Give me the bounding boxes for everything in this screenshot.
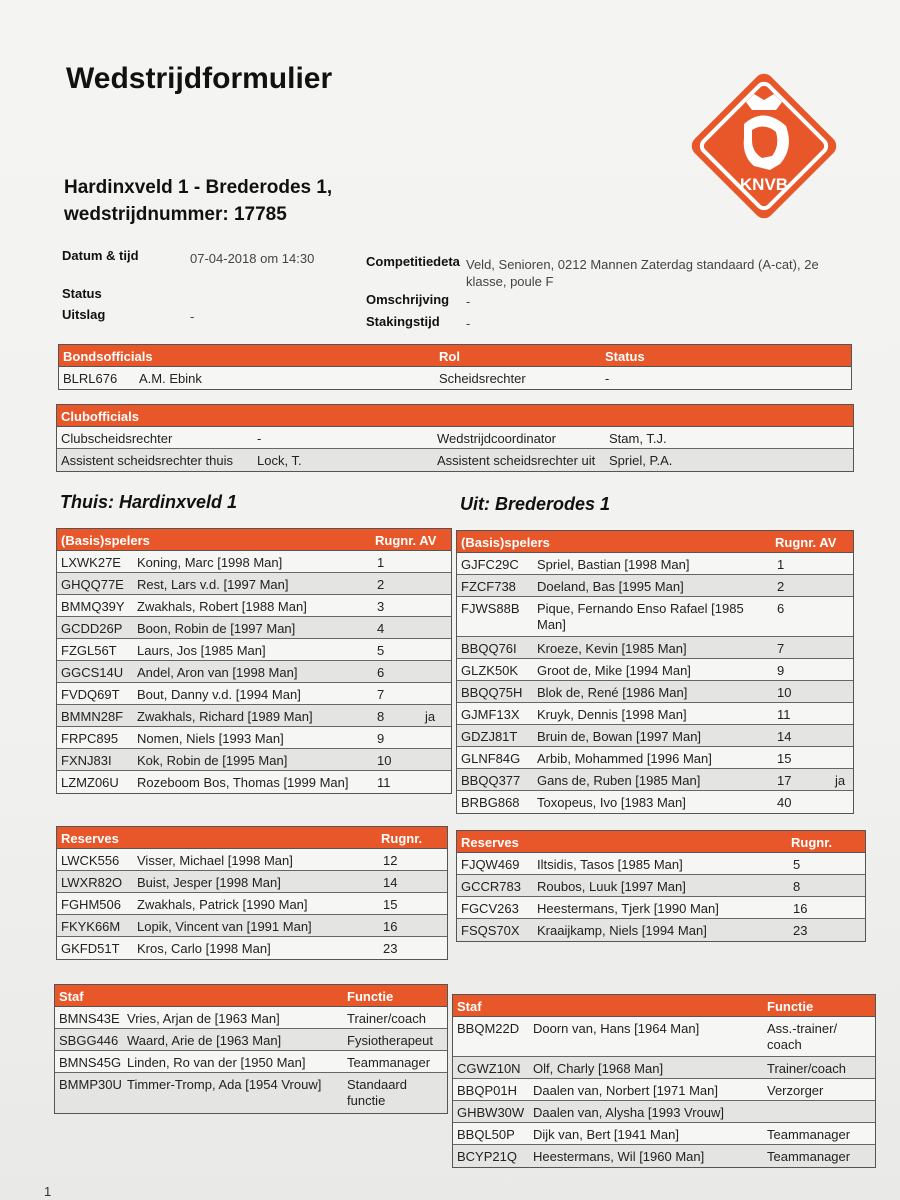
table-row [457, 703, 853, 725]
staff-code: BBQL50P [457, 1127, 515, 1142]
staff-code: BMMP30U [59, 1077, 122, 1092]
player-number: 10 [377, 753, 392, 768]
player-code: GJMF13X [461, 707, 520, 722]
bondsofficials-table [58, 344, 852, 390]
player-code: LZMZ06U [61, 775, 119, 790]
table-row [57, 595, 451, 617]
player-name: Gans de, Ruben [1985 Man] [537, 773, 701, 788]
omschrijving-label: Omschrijving [366, 292, 450, 307]
player-code: FJWS88B [461, 601, 520, 616]
player-name: Zwakhals, Robert [1988 Man] [137, 599, 307, 614]
staff-function: Teammanager [347, 1055, 431, 1070]
player-name: Spriel, Bastian [1998 Man] [537, 557, 690, 572]
table-row [453, 1145, 875, 1167]
player-name: Groot de, Mike [1994 Man] [537, 663, 691, 678]
staff-code: SBGG446 [59, 1033, 119, 1048]
table-row [453, 1017, 875, 1057]
player-name: Rozeboom Bos, Thomas [1999 Man] [137, 775, 349, 790]
player-name: Boon, Robin de [1997 Man] [137, 621, 296, 636]
reserve-code: LWXR82O [61, 875, 123, 890]
player-code: GLNF84G [461, 751, 521, 766]
player-name: Laurs, Jos [1985 Man] [137, 643, 266, 658]
player-number: 6 [377, 665, 385, 680]
home-reserves-table [56, 826, 448, 960]
table-row [55, 1029, 447, 1051]
player-number: 7 [777, 641, 785, 656]
player-number: 9 [777, 663, 785, 678]
table-row [55, 1051, 447, 1073]
player-name: Kruyk, Dennis [1998 Man] [537, 707, 687, 722]
table-row [457, 681, 853, 703]
staff-function: Teammanager [767, 1149, 851, 1164]
player-number: 14 [777, 729, 792, 744]
table-row [57, 893, 447, 915]
player-code: BBQQ377 [461, 773, 521, 788]
table-row [57, 871, 447, 893]
away-players-table [456, 530, 854, 814]
table-row [457, 919, 865, 941]
table-row [457, 725, 853, 747]
staff-name: Vries, Arjan de [1963 Man] [127, 1011, 280, 1026]
player-name: Pique, Fernando Enso Rafael [1985 [537, 601, 744, 616]
player-av: ja [425, 709, 436, 724]
player-code: BMMQ39Y [61, 599, 125, 614]
player-number: 4 [377, 621, 385, 636]
player-name: Andel, Aron van [1998 Man] [137, 665, 298, 680]
away-players-header: (Basis)spelers Rugnr. AV [457, 531, 853, 553]
player-code: GDZJ81T [461, 729, 518, 744]
reserve-number: 8 [793, 879, 801, 894]
player-name: Rest, Lars v.d. [1997 Man] [137, 577, 289, 592]
table-row [457, 875, 865, 897]
match-title: Hardinxveld 1 - Brederodes 1, wedstrijdnummer: 17785 [64, 177, 333, 225]
player-number: 1 [777, 557, 785, 572]
table-row [453, 1057, 875, 1079]
player-code: GJFC29C [461, 557, 519, 572]
staff-function: Standaard [347, 1077, 407, 1092]
reserve-number: 23 [383, 941, 398, 956]
player-name: Bout, Danny v.d. [1994 Man] [137, 687, 301, 702]
player-name: Kok, Robin de [1995 Man] [137, 753, 288, 768]
staff-function: Teammanager [767, 1127, 851, 1142]
uitslag-label: Uitslag [62, 307, 106, 322]
staff-function-cont: functie [347, 1093, 386, 1108]
reserve-number: 12 [383, 853, 398, 868]
staff-name: Daalen van, Norbert [1971 Man] [533, 1083, 718, 1098]
table-row: BLRL676 A.M. Ebink Scheidsrechter - [59, 367, 851, 389]
table-row [457, 769, 853, 791]
player-code: FZCF738 [461, 579, 516, 594]
knvb-logo [684, 66, 844, 226]
player-code: GCDD26P [61, 621, 123, 636]
stakingstijd-value: - [466, 316, 471, 331]
staff-name: Daalen van, Alysha [1993 Vrouw] [533, 1105, 725, 1120]
uitslag-value: - [190, 309, 195, 324]
staff-code: BBQP01H [457, 1083, 517, 1098]
staff-name: Heestermans, Wil [1960 Man] [533, 1149, 705, 1164]
player-name-cont: Man] [537, 617, 566, 632]
table-row [457, 637, 853, 659]
player-code: GGCS14U [61, 665, 124, 680]
table-row [57, 551, 451, 573]
reserve-code: GKFD51T [61, 941, 120, 956]
table-row [453, 1123, 875, 1145]
table-row [457, 791, 853, 813]
staff-code: GHBW30W [457, 1105, 525, 1120]
reserve-name: Zwakhals, Patrick [1990 Man] [137, 897, 308, 912]
logo-text: KNVB [739, 175, 789, 194]
omschrijving-value: - [466, 294, 471, 309]
reserve-name: Buist, Jesper [1998 Man] [137, 875, 281, 890]
player-number: 11 [377, 775, 391, 790]
competitie-value-1: Veld, Senioren, 0212 Mannen Zaterdag standaard (A-cat), 2e [466, 257, 819, 272]
table-row [57, 749, 451, 771]
home-team-heading: Thuis: Hardinxveld 1 [60, 492, 238, 512]
staff-function-cont: coach [767, 1037, 802, 1052]
table-row [57, 849, 447, 871]
staff-name: Linden, Ro van der [1950 Man] [127, 1055, 306, 1070]
reserve-number: 16 [793, 901, 808, 916]
staff-function: Fysiotherapeut [347, 1033, 433, 1048]
reserve-code: FJQW469 [461, 857, 520, 872]
staff-name: Doorn van, Hans [1964 Man] [533, 1021, 700, 1036]
table-row [453, 1079, 875, 1101]
player-code: GHQQ77E [61, 577, 124, 592]
away-team-heading: Uit: Brederodes 1 [460, 494, 611, 514]
table-row [55, 1073, 447, 1113]
reserve-name: Iltsidis, Tasos [1985 Man] [537, 857, 683, 872]
reserve-code: FGCV263 [461, 901, 519, 916]
table-row [453, 1101, 875, 1123]
datum-value: 07-04-2018 om 14:30 [190, 251, 315, 266]
reserve-number: 14 [383, 875, 398, 890]
player-code: FZGL56T [61, 643, 117, 658]
table-row [57, 771, 451, 793]
player-number: 11 [777, 707, 791, 722]
player-number: 1 [377, 555, 385, 570]
table-row [57, 915, 447, 937]
table-row [457, 747, 853, 769]
bondsofficials-header: Bondsofficials Rol Status [59, 345, 851, 367]
table-row: Clubscheidsrechter - Wedstrijdcoordinator Stam, T.J. [57, 427, 853, 449]
staff-name: Dijk van, Bert [1941 Man] [533, 1127, 679, 1142]
staff-function: Trainer/coach [767, 1061, 846, 1076]
table-row [457, 897, 865, 919]
home-players-table [56, 528, 452, 794]
table-row: Assistent scheidsrechter thuis Lock, T. Assistent scheidsrechter uit Spriel, P.A. [57, 449, 853, 471]
table-row [457, 597, 853, 637]
player-name: Arbib, Mohammed [1996 Man] [537, 751, 712, 766]
page-number: 1 [44, 1184, 52, 1199]
reserve-name: Visser, Michael [1998 Man] [137, 853, 293, 868]
home-staff-table [54, 984, 448, 1114]
staff-code: BCYP21Q [457, 1149, 517, 1164]
player-name: Nomen, Niels [1993 Man] [137, 731, 284, 746]
player-name: Doeland, Bas [1995 Man] [537, 579, 684, 594]
staff-name: Olf, Charly [1968 Man] [533, 1061, 664, 1076]
table-row [55, 1007, 447, 1029]
table-row [57, 727, 451, 749]
staff-function: Trainer/coach [347, 1011, 426, 1026]
player-number: 40 [777, 795, 792, 810]
table-row [457, 853, 865, 875]
staff-code: CGWZ10N [457, 1061, 521, 1076]
staff-function: Ass.-trainer/ [767, 1021, 838, 1036]
player-name: Koning, Marc [1998 Man] [137, 555, 283, 570]
player-number: 10 [777, 685, 792, 700]
staff-name: Timmer-Tromp, Ada [1954 Vrouw] [127, 1077, 322, 1092]
away-reserves-table [456, 830, 866, 942]
staff-name: Waard, Arie de [1963 Man] [127, 1033, 282, 1048]
player-code: GLZK50K [461, 663, 519, 678]
player-name: Kroeze, Kevin [1985 Man] [537, 641, 687, 656]
reserve-code: LWCK556 [61, 853, 120, 868]
reserve-name: Heestermans, Tjerk [1990 Man] [537, 901, 719, 916]
home-players-header: (Basis)spelers Rugnr. AV [57, 529, 451, 551]
reserve-name: Roubos, Luuk [1997 Man] [537, 879, 686, 894]
table-row [57, 937, 447, 959]
reserve-number: 23 [793, 923, 808, 938]
stakingstijd-label: Stakingstijd [366, 314, 440, 329]
table-row [57, 573, 451, 595]
player-number: 7 [377, 687, 385, 702]
home-staff-header: Staf Functie [55, 985, 447, 1007]
player-code: LXWK27E [61, 555, 121, 570]
competitie-label: Competitiedeta [366, 254, 460, 269]
staff-code: BMNS45G [59, 1055, 122, 1070]
table-row [457, 659, 853, 681]
player-name: Zwakhals, Richard [1989 Man] [137, 709, 313, 724]
reserve-name: Kraaijkamp, Niels [1994 Man] [537, 923, 707, 938]
clubofficials-header: Clubofficials [57, 405, 853, 427]
table-row [57, 639, 451, 661]
reserve-code: FGHM506 [61, 897, 121, 912]
reserve-number: 15 [383, 897, 398, 912]
player-number: 2 [777, 579, 785, 594]
datum-label: Datum & tijd [62, 248, 139, 263]
reserve-number: 16 [383, 919, 398, 934]
player-number: 17 [777, 773, 792, 788]
player-code: BBQQ75H [461, 685, 523, 700]
competitie-value-2: klasse, poule F [466, 274, 554, 289]
staff-code: BMNS43E [59, 1011, 120, 1026]
player-number: 3 [377, 599, 385, 614]
table-row [57, 683, 451, 705]
reserve-code: FKYK66M [61, 919, 121, 934]
player-name: Blok de, René [1986 Man] [537, 685, 688, 700]
away-reserves-header: Reserves Rugnr. [457, 831, 865, 853]
staff-code: BBQM22D [457, 1021, 520, 1036]
staff-function: Verzorger [767, 1083, 824, 1098]
table-row [57, 661, 451, 683]
player-name: Toxopeus, Ivo [1983 Man] [537, 795, 686, 810]
reserve-name: Lopik, Vincent van [1991 Man] [137, 919, 312, 934]
home-reserves-header: Reserves Rugnr. [57, 827, 447, 849]
player-code: BRBG868 [461, 795, 520, 810]
reserve-code: GCCR783 [461, 879, 521, 894]
player-code: FXNJ83I [61, 753, 112, 768]
player-number: 6 [777, 601, 785, 616]
player-av: ja [835, 773, 846, 788]
reserve-number: 5 [793, 857, 801, 872]
reserve-code: FSQS70X [461, 923, 520, 938]
table-row [457, 575, 853, 597]
player-number: 15 [777, 751, 792, 766]
player-code: FRPC895 [61, 731, 119, 746]
clubofficials-table [56, 404, 854, 472]
player-code: BBQQ76I [461, 641, 517, 656]
player-code: FVDQ69T [61, 687, 120, 702]
table-row [57, 705, 451, 727]
away-staff-table [452, 994, 876, 1168]
table-row [57, 617, 451, 639]
player-number: 5 [377, 643, 385, 658]
player-name: Bruin de, Bowan [1997 Man] [537, 729, 702, 744]
player-number: 8 [377, 709, 385, 724]
away-staff-header: Staf Functie [453, 995, 875, 1017]
player-code: BMMN28F [61, 709, 124, 724]
reserve-name: Kros, Carlo [1998 Man] [137, 941, 271, 956]
table-row [457, 553, 853, 575]
player-number: 2 [377, 577, 385, 592]
page-title: Wedstrijdformulier [66, 62, 333, 95]
player-number: 9 [377, 731, 385, 746]
status-label: Status [62, 286, 102, 301]
